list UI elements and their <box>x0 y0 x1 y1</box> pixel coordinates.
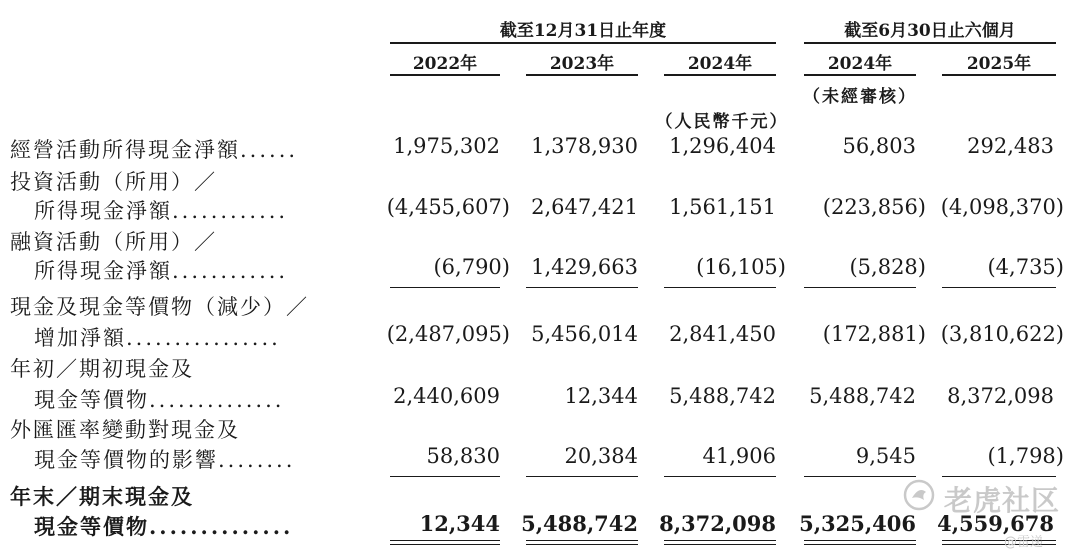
value-investing-2022: (4,455,607) <box>386 195 510 219</box>
value-net-change-2022: (2,487,095) <box>386 322 510 346</box>
year-rule-2023 <box>526 74 638 76</box>
row-label-closing-cash-cont: 現金等價物.............. <box>34 514 294 539</box>
total-top-rule-2024h1 <box>804 476 916 477</box>
total-double-rule-2024h1 <box>804 540 916 545</box>
value-investing-2023: 2,647,421 <box>531 195 638 219</box>
total-double-rule-2023 <box>526 540 638 545</box>
row-label-net-change: 現金及現金等價物（減少）／ <box>10 295 309 319</box>
year-header-2022: 2022年 <box>412 54 478 74</box>
value-closing-cash-2024: 8,372,098 <box>659 511 776 536</box>
value-closing-cash-2025h1: 4,559,678 <box>937 511 1054 536</box>
value-investing-2024h1: (223,856) <box>822 195 926 219</box>
currency-note: （人民幣千元） <box>655 112 789 132</box>
value-operating-2023: 1,378,930 <box>531 134 638 158</box>
value-financing-2022: (6,790) <box>433 255 510 279</box>
total-top-rule-2023 <box>526 476 638 477</box>
year-header-2023: 2023年 <box>549 54 615 74</box>
year-header-2024-interim: 2024年 <box>827 54 893 74</box>
value-opening-cash-2024: 5,488,742 <box>669 384 776 408</box>
row-label-fx-effect: 外匯匯率變動對現金及 <box>10 418 240 442</box>
year-rule-2025-interim <box>942 74 1056 76</box>
value-operating-2024h1: 56,803 <box>842 134 916 158</box>
value-opening-cash-2025h1: 8,372,098 <box>947 384 1054 408</box>
year-rule-2024-interim <box>804 74 916 76</box>
value-closing-cash-2023: 5,488,742 <box>521 511 638 536</box>
row-label-financing: 融資活動（所用）／ <box>10 230 217 254</box>
watermark-brand: 老虎社区 <box>944 484 1061 517</box>
value-investing-2025h1: (4,098,370) <box>940 195 1064 219</box>
value-net-change-2024h1: (172,881) <box>822 322 926 346</box>
value-fx-effect-2023: 20,384 <box>564 444 638 468</box>
value-fx-effect-2025h1: (1,798) <box>987 444 1064 468</box>
year-header-2024: 2024年 <box>687 54 753 74</box>
row-label-closing-cash: 年末／期末現金及 <box>10 484 194 509</box>
watermark-handle: @雷递 <box>1004 535 1044 550</box>
total-top-rule-2025h1 <box>942 476 1056 477</box>
year-rule-2024 <box>664 74 776 76</box>
value-fx-effect-2024h1: 9,545 <box>855 444 916 468</box>
value-closing-cash-2024h1: 5,325,406 <box>799 511 916 536</box>
value-financing-2024: (16,105) <box>696 255 786 279</box>
value-financing-2024h1: (5,828) <box>849 255 926 279</box>
subtotal-rule-2023 <box>526 287 638 288</box>
row-label-opening-cash: 年初／期初現金及 <box>10 357 194 381</box>
value-opening-cash-2023: 12,344 <box>564 384 638 408</box>
row-label-net-change-cont: 增加淨額................ <box>34 326 281 350</box>
value-operating-2024: 1,296,404 <box>669 134 776 158</box>
value-closing-cash-2022: 12,344 <box>419 511 500 536</box>
value-operating-2025h1: 292,483 <box>967 134 1054 158</box>
value-opening-cash-2022: 2,440,609 <box>393 384 500 408</box>
row-label-opening-cash-cont: 現金等價物.............. <box>34 388 285 412</box>
unaudited-note: （未經審核） <box>803 87 917 107</box>
row-label-fx-effect-cont: 現金等價物的影響........ <box>34 448 296 472</box>
row-label-operating: 經營活動所得現金淨額...... <box>10 138 299 162</box>
total-top-rule-2022 <box>390 476 500 477</box>
watermark-logo-icon <box>902 478 936 512</box>
value-net-change-2025h1: (3,810,622) <box>940 322 1064 346</box>
value-financing-2025h1: (4,735) <box>987 255 1064 279</box>
value-investing-2024: 1,561,151 <box>669 195 776 219</box>
year-rule-2022 <box>390 74 500 76</box>
row-label-financing-cont: 所得現金淨額............ <box>34 259 289 283</box>
interim-group-rule <box>804 42 1056 44</box>
subtotal-rule-2025h1 <box>942 287 1056 288</box>
annual-group-header: 截至12月31日止年度 <box>499 21 667 41</box>
annual-group-rule <box>390 42 776 44</box>
total-double-rule-2022 <box>390 540 500 545</box>
value-operating-2022: 1,975,302 <box>393 134 500 158</box>
subtotal-rule-2024h1 <box>804 287 916 288</box>
subtotal-rule-2022 <box>390 287 500 288</box>
value-net-change-2023: 5,456,014 <box>531 322 638 346</box>
total-double-rule-2024 <box>664 540 776 545</box>
row-label-investing-cont: 所得現金淨額............ <box>34 199 289 223</box>
year-header-2025-interim: 2025年 <box>966 54 1032 74</box>
value-net-change-2024: 2,841,450 <box>669 322 776 346</box>
value-fx-effect-2022: 58,830 <box>426 444 500 468</box>
value-financing-2023: 1,429,663 <box>531 255 638 279</box>
total-top-rule-2024 <box>664 476 776 477</box>
value-opening-cash-2024h1: 5,488,742 <box>809 384 916 408</box>
value-fx-effect-2024: 41,906 <box>702 444 776 468</box>
interim-group-header: 截至6月30日止六個月 <box>844 21 1016 41</box>
row-label-investing: 投資活動（所用）／ <box>10 170 217 194</box>
subtotal-rule-2024 <box>664 287 776 288</box>
